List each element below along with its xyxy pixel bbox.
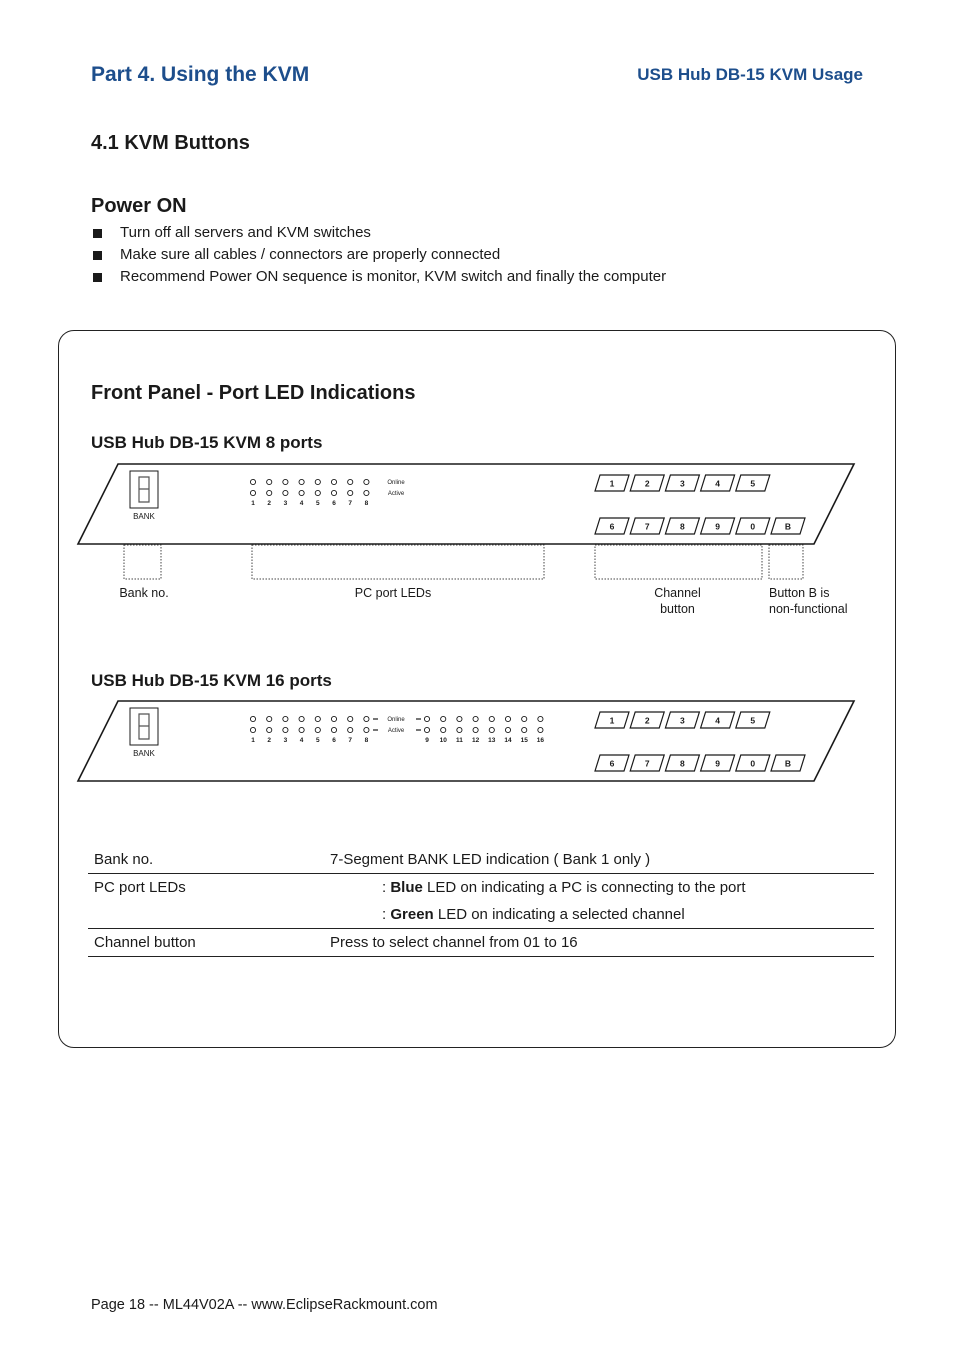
active-label: Active — [387, 728, 405, 734]
channel-button-label: 4 — [715, 715, 720, 726]
legend-desc: Press to select channel from 01 to 16 — [324, 929, 874, 957]
port-number-label: 4 — [299, 500, 304, 507]
legend-desc — [324, 874, 874, 902]
port-number-label: 6 — [332, 500, 336, 507]
channel-button-label: 8 — [680, 521, 685, 532]
legend-text: LED on indicating a PC is connecting to the port — [422, 879, 746, 896]
legend-table — [88, 846, 874, 957]
legend-name: Bank no. — [88, 846, 324, 874]
channel-button-label: 8 — [680, 758, 685, 769]
page-footer: Page 18 -- ML44V02A -- www.EclipseRackmount.com — [91, 1297, 438, 1313]
power-on-title: Power ON — [91, 195, 187, 217]
channel-button-label: 1 — [609, 478, 615, 489]
channel-button-label: 3 — [680, 478, 685, 489]
channel-button-label: B — [784, 758, 792, 769]
port-number-label: 7 — [348, 737, 353, 744]
legend-text: LED on indicating a selected channel — [433, 906, 685, 923]
bullet-text: Make sure all cables / connectors are properly connected — [120, 246, 501, 263]
port-number-label: 16 — [536, 737, 545, 744]
caption-button-b — [769, 585, 879, 617]
legend-name: PC port LEDs — [94, 879, 186, 896]
channel-button-label: 5 — [750, 478, 756, 489]
channel-button-label: 4 — [715, 478, 720, 489]
channel-callout — [595, 545, 762, 579]
caption-channel-button — [630, 585, 725, 617]
kvm16-title: USB Hub DB-15 KVM 16 ports — [91, 671, 332, 690]
front-panel-title: Front Panel - Port LED Indications — [91, 382, 416, 404]
port-number-label: 8 — [364, 500, 369, 507]
callout-boxes — [124, 545, 803, 579]
channel-button-label: 6 — [609, 758, 615, 769]
bank-label: BANK — [133, 512, 155, 521]
legend-desc — [324, 901, 874, 929]
port-number-label: 14 — [504, 737, 512, 744]
table-row — [88, 929, 874, 957]
channel-button-label: 0 — [750, 521, 756, 532]
port-number-label: 13 — [488, 737, 496, 744]
section-title: 4.1 KVM Buttons — [91, 132, 250, 154]
port-number-label: 1 — [251, 737, 255, 744]
legend-prefix: : — [382, 906, 391, 923]
legend-bold: Green — [390, 906, 434, 923]
port-number-label: 5 — [315, 737, 320, 744]
port-number-label: 7 — [348, 500, 353, 507]
header-subtitle: USB Hub DB-15 KVM Usage — [637, 65, 863, 84]
bullet-text: Recommend Power ON sequence is monitor, KVM switch and finally the computer — [120, 268, 667, 285]
port-number-label: 8 — [364, 737, 369, 744]
port-number-label: 9 — [425, 737, 429, 744]
port-number-label: 3 — [283, 500, 288, 507]
active-label: Active — [387, 491, 405, 497]
port-number-label: 12 — [471, 737, 480, 744]
port-number-label: 1 — [251, 500, 255, 507]
table-row — [88, 901, 874, 929]
channel-button-label: 9 — [715, 521, 720, 532]
channel-button-label: 1 — [609, 715, 615, 726]
caption-pc-port-leds: PC port LEDs — [354, 586, 432, 600]
channel-button-label: 6 — [609, 521, 615, 532]
port-number-label: 5 — [315, 500, 320, 507]
legend-prefix: : — [382, 879, 391, 896]
caption-line: Channel — [654, 586, 701, 600]
channel-button-label: B — [784, 521, 792, 532]
port-number-label: 11 — [455, 737, 463, 744]
legend-desc: 7-Segment BANK LED indication ( Bank 1 only ) — [324, 846, 874, 874]
online-label: Online — [387, 717, 405, 723]
channel-button-label: 3 — [680, 715, 685, 726]
channel-button-label: 7 — [644, 521, 650, 532]
table-row — [88, 874, 874, 902]
port-number-label: 2 — [267, 500, 272, 507]
channel-button-label: 2 — [644, 715, 650, 726]
port-number-label: 6 — [332, 737, 336, 744]
channel-button-label: 9 — [715, 758, 720, 769]
bank-label: BANK — [133, 749, 155, 758]
caption-line: non-functional — [769, 602, 848, 616]
kvm8-panel-diagram — [78, 464, 854, 544]
channel-button-label: 0 — [750, 758, 756, 769]
bullet-text: Turn off all servers and KVM switches — [120, 224, 371, 241]
legend-bold: Blue — [390, 879, 423, 896]
button-b-callout — [769, 545, 803, 579]
caption-bank-no: Bank no. — [119, 586, 169, 600]
channel-button-label: 2 — [644, 478, 650, 489]
port-number-label: 3 — [283, 737, 288, 744]
port-number-label: 15 — [520, 737, 528, 744]
table-row — [88, 846, 874, 874]
legend-name — [88, 901, 324, 929]
port-number-label: 2 — [267, 737, 272, 744]
bank-callout — [124, 545, 161, 579]
port-number-label: 4 — [299, 737, 304, 744]
caption-line: button — [660, 602, 695, 616]
caption-line: Button B is — [769, 586, 830, 600]
channel-button-label: 5 — [750, 715, 756, 726]
part-title: Part 4. Using the KVM — [91, 63, 310, 86]
kvm16-panel-diagram — [78, 701, 854, 781]
channel-button-label: 7 — [644, 758, 650, 769]
legend-name: Channel button — [88, 929, 324, 957]
kvm8-title: USB Hub DB-15 KVM 8 ports — [91, 433, 323, 452]
online-label: Online — [387, 480, 405, 486]
pc-led-callout — [252, 545, 544, 579]
port-number-label: 10 — [439, 737, 447, 744]
